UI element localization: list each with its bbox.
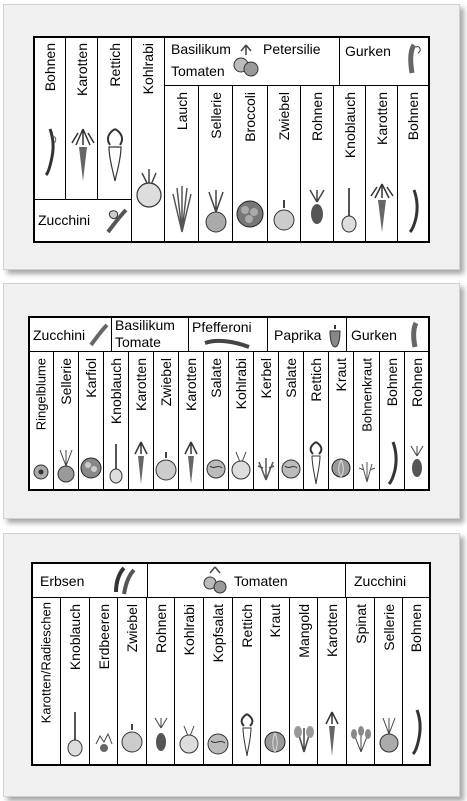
- bed-cell-karotten: [128, 351, 154, 490]
- bed-cell-ringelblume: [28, 351, 54, 490]
- garlic-icon: [63, 710, 87, 758]
- plant-label: Rettich: [106, 43, 123, 87]
- bed-cell-karotten: [317, 597, 347, 765]
- chard-icon: [292, 724, 316, 754]
- plant-label: Mangold: [295, 604, 312, 658]
- bed-cell-zucchini: [33, 199, 132, 242]
- pepper-icon: [326, 323, 344, 349]
- cauliflower-icon: [80, 456, 102, 480]
- bed-cell-tomaten: [147, 562, 346, 598]
- carrot-icon: [130, 440, 152, 486]
- leek-icon: [167, 184, 197, 234]
- plant-label-tomaten: Tomaten: [171, 63, 225, 79]
- broccoli-icon: [234, 198, 266, 232]
- plant-label: Sellerie: [380, 604, 397, 651]
- plant-label: Kraut: [333, 358, 349, 392]
- pea-icon: [110, 566, 138, 596]
- bed-cell-karotten-radieschen: [31, 597, 61, 765]
- bed-cell-karotten: [65, 36, 98, 200]
- carrot-icon: [68, 127, 98, 183]
- plant-label: Bohnen: [384, 358, 400, 407]
- bed-cell-salate-2: [278, 351, 304, 490]
- bed-cell-basilikum-petersilie-tomaten: [164, 36, 340, 86]
- plant-label: Bohnenkraut: [359, 358, 374, 432]
- beetroot-icon: [149, 716, 173, 756]
- plant-label: Gurken: [345, 43, 391, 59]
- bed-cell-karotten-2: [365, 85, 398, 242]
- plant-label: Karotten: [133, 358, 149, 411]
- plant-label-tomate: Tomate: [115, 334, 161, 350]
- plant-label: Gurken: [351, 327, 397, 343]
- bed-cell-pfefferoni: [188, 316, 268, 352]
- plant-label: Kraut: [267, 604, 283, 638]
- beetroot-icon: [302, 188, 332, 232]
- bed-cell-sellerie: [53, 351, 79, 490]
- plant-label: Bohnen: [408, 604, 424, 653]
- bed-cell-rettich: [97, 36, 132, 200]
- marigold-icon: [31, 460, 51, 486]
- plant-label-petersilie: Petersilie: [263, 41, 321, 57]
- plant-label: Sellerie: [207, 92, 224, 139]
- bean-icon: [404, 188, 424, 234]
- plant-label: Knoblauch: [108, 358, 124, 425]
- plant-label: Karotten: [73, 43, 90, 96]
- plant-label: Rohnen: [152, 604, 169, 654]
- plant-label: Zucchini: [38, 212, 91, 228]
- bed-cell-rohnen: [300, 85, 334, 242]
- bed-cell-basilikum-tomate: [111, 316, 189, 352]
- bed-cell-broccoli: [232, 85, 268, 242]
- zucchini-icon: [87, 321, 111, 349]
- celery-icon: [55, 448, 77, 484]
- kohlrabi-icon: [134, 167, 164, 211]
- plant-label: Erdbeeren: [95, 604, 112, 670]
- bed-plan-panel-3: [3, 533, 460, 797]
- garlic-icon: [105, 442, 127, 486]
- plant-label: Pfefferoni: [192, 319, 252, 335]
- plant-label: Zucchini: [354, 573, 407, 589]
- bed-cell-kerbel: [253, 351, 279, 490]
- plant-label: Ringelblume: [33, 358, 49, 431]
- plant-label: Zwiebel: [158, 358, 174, 407]
- bed-plan-panel-1: [3, 4, 460, 270]
- spinach-icon: [349, 726, 373, 754]
- plant-label: Rohnen: [309, 92, 325, 142]
- plant-label: Sellerie: [58, 358, 74, 405]
- plant-label-basilikum: Basilikum: [115, 317, 175, 333]
- bed-plan-panel-2: [3, 283, 460, 519]
- plant-label: Paprika: [274, 327, 322, 343]
- plant-label: Karotten/Radieschen: [38, 602, 54, 724]
- bed-cell-kraut: [260, 597, 290, 765]
- plant-label: Rohnen: [408, 358, 425, 408]
- cabbage-icon: [263, 730, 287, 754]
- bed-cell-rettich: [303, 351, 329, 490]
- plant-label: Erbsen: [40, 573, 85, 589]
- bed-cell-bohnen: [402, 597, 430, 765]
- onion-icon: [269, 198, 299, 232]
- bed-cell-zucchini: [345, 562, 430, 598]
- bed-cell-rettich: [232, 597, 261, 765]
- carrot-icon: [180, 440, 202, 486]
- plant-label: Kerbel: [258, 358, 274, 399]
- plant-label: Karotten: [324, 604, 340, 657]
- herb-tomato-icon: [231, 41, 261, 81]
- bed-cell-lauch: [164, 85, 199, 242]
- cabbage-icon: [330, 456, 352, 480]
- bed-cell-spinat: [346, 597, 375, 765]
- bean-icon: [40, 127, 60, 177]
- plant-label: Bohnen: [41, 43, 58, 92]
- radish-icon: [235, 712, 259, 758]
- plant-label: Kohlrabi: [181, 604, 197, 656]
- bed-cell-zwiebel: [267, 85, 301, 242]
- bean-icon: [384, 440, 402, 486]
- plant-label: Knoblauch: [341, 92, 358, 159]
- bed-cell-kohlrabi: [228, 351, 254, 490]
- plant-label: Salate: [283, 358, 299, 398]
- cucumber-icon: [404, 43, 424, 79]
- plant-label: Zwiebel: [276, 92, 292, 141]
- plant-label: Tomaten: [234, 573, 288, 589]
- bed-cell-karotten-2: [178, 351, 204, 490]
- bed-cell-knoblauch: [60, 597, 90, 765]
- plant-label: Rettich: [308, 358, 324, 402]
- tomato-icon: [200, 565, 230, 597]
- bed-cell-sellerie: [198, 85, 233, 242]
- plant-label: Spinat: [352, 604, 369, 644]
- lettuce-icon: [205, 458, 227, 480]
- bed-cell-gurken: [339, 36, 429, 86]
- plant-label: Rettich: [238, 604, 255, 648]
- bed-cell-knoblauch: [333, 85, 366, 242]
- strawberry-icon: [92, 730, 116, 754]
- plant-label: Kohlrabi: [233, 358, 249, 410]
- bed-cell-zwiebel: [153, 351, 179, 490]
- onion-icon: [154, 450, 178, 482]
- plant-label: Kopfsalat: [210, 604, 226, 663]
- bed-cell-rohnen: [146, 597, 175, 765]
- bed-cell-mangold: [289, 597, 318, 765]
- plant-label: Bohnen: [405, 92, 421, 141]
- plant-label: Zucchini: [33, 327, 86, 343]
- plant-label-basilikum: Basilikum: [171, 41, 231, 57]
- onion-icon: [119, 722, 145, 754]
- celery-icon: [201, 188, 231, 234]
- bed-cell-sellerie: [374, 597, 403, 765]
- bed-cell-gurken: [346, 316, 429, 352]
- plant-label: Karotten: [373, 92, 390, 145]
- zucchini-icon: [104, 206, 130, 236]
- lettuce-icon: [280, 458, 302, 480]
- bed-cell-bohnenkraut: [353, 351, 380, 490]
- bed-cell-salate: [203, 351, 229, 490]
- chervil-icon: [255, 456, 277, 482]
- savory-icon: [356, 460, 378, 484]
- plant-label: Zwiebel: [124, 604, 140, 653]
- garlic-icon: [335, 186, 363, 234]
- bed-cell-kohlrabi: [174, 597, 204, 765]
- bed-cell-karfiol: [78, 351, 104, 490]
- plant-label: Lauch: [173, 92, 190, 131]
- radish-icon: [100, 127, 130, 183]
- plant-label: Knoblauch: [67, 604, 83, 671]
- bed-cell-bohnen: [379, 351, 405, 490]
- kohlrabi-icon: [177, 722, 201, 756]
- radish-icon: [305, 440, 327, 486]
- chili-icon: [203, 337, 253, 351]
- bed-cell-kohlrabi: [131, 36, 165, 242]
- plant-label: Karfiol: [83, 358, 99, 398]
- cucumber-icon: [407, 321, 425, 351]
- bed-cell-erbsen: [31, 562, 148, 598]
- bed-cell-kraut: [328, 351, 354, 490]
- bed-cell-knoblauch: [103, 351, 129, 490]
- plant-label: Kohlrabi: [140, 43, 156, 95]
- plant-label: Salate: [208, 358, 224, 398]
- lettuce-icon: [206, 732, 230, 756]
- bed-cell-bohnen-2: [397, 85, 429, 242]
- bed-cell-kopfsalat: [203, 597, 233, 765]
- celery-icon: [377, 716, 401, 754]
- bed-cell-zwiebel: [117, 597, 147, 765]
- bed-cell-paprika: [267, 316, 347, 352]
- bed-cell-erdbeeren: [89, 597, 118, 765]
- bed-cell-bohnen: [33, 36, 66, 200]
- bed-cell-rohnen: [404, 351, 429, 490]
- kohlrabi-icon: [230, 448, 252, 482]
- bean-icon: [408, 708, 426, 756]
- plant-label: Broccoli: [242, 92, 258, 142]
- carrot-icon: [320, 710, 344, 758]
- beetroot-icon: [406, 444, 428, 484]
- plant-label: Karotten: [183, 358, 199, 411]
- carrot-icon: [367, 182, 397, 234]
- bed-cell-zucchini: [28, 316, 112, 352]
